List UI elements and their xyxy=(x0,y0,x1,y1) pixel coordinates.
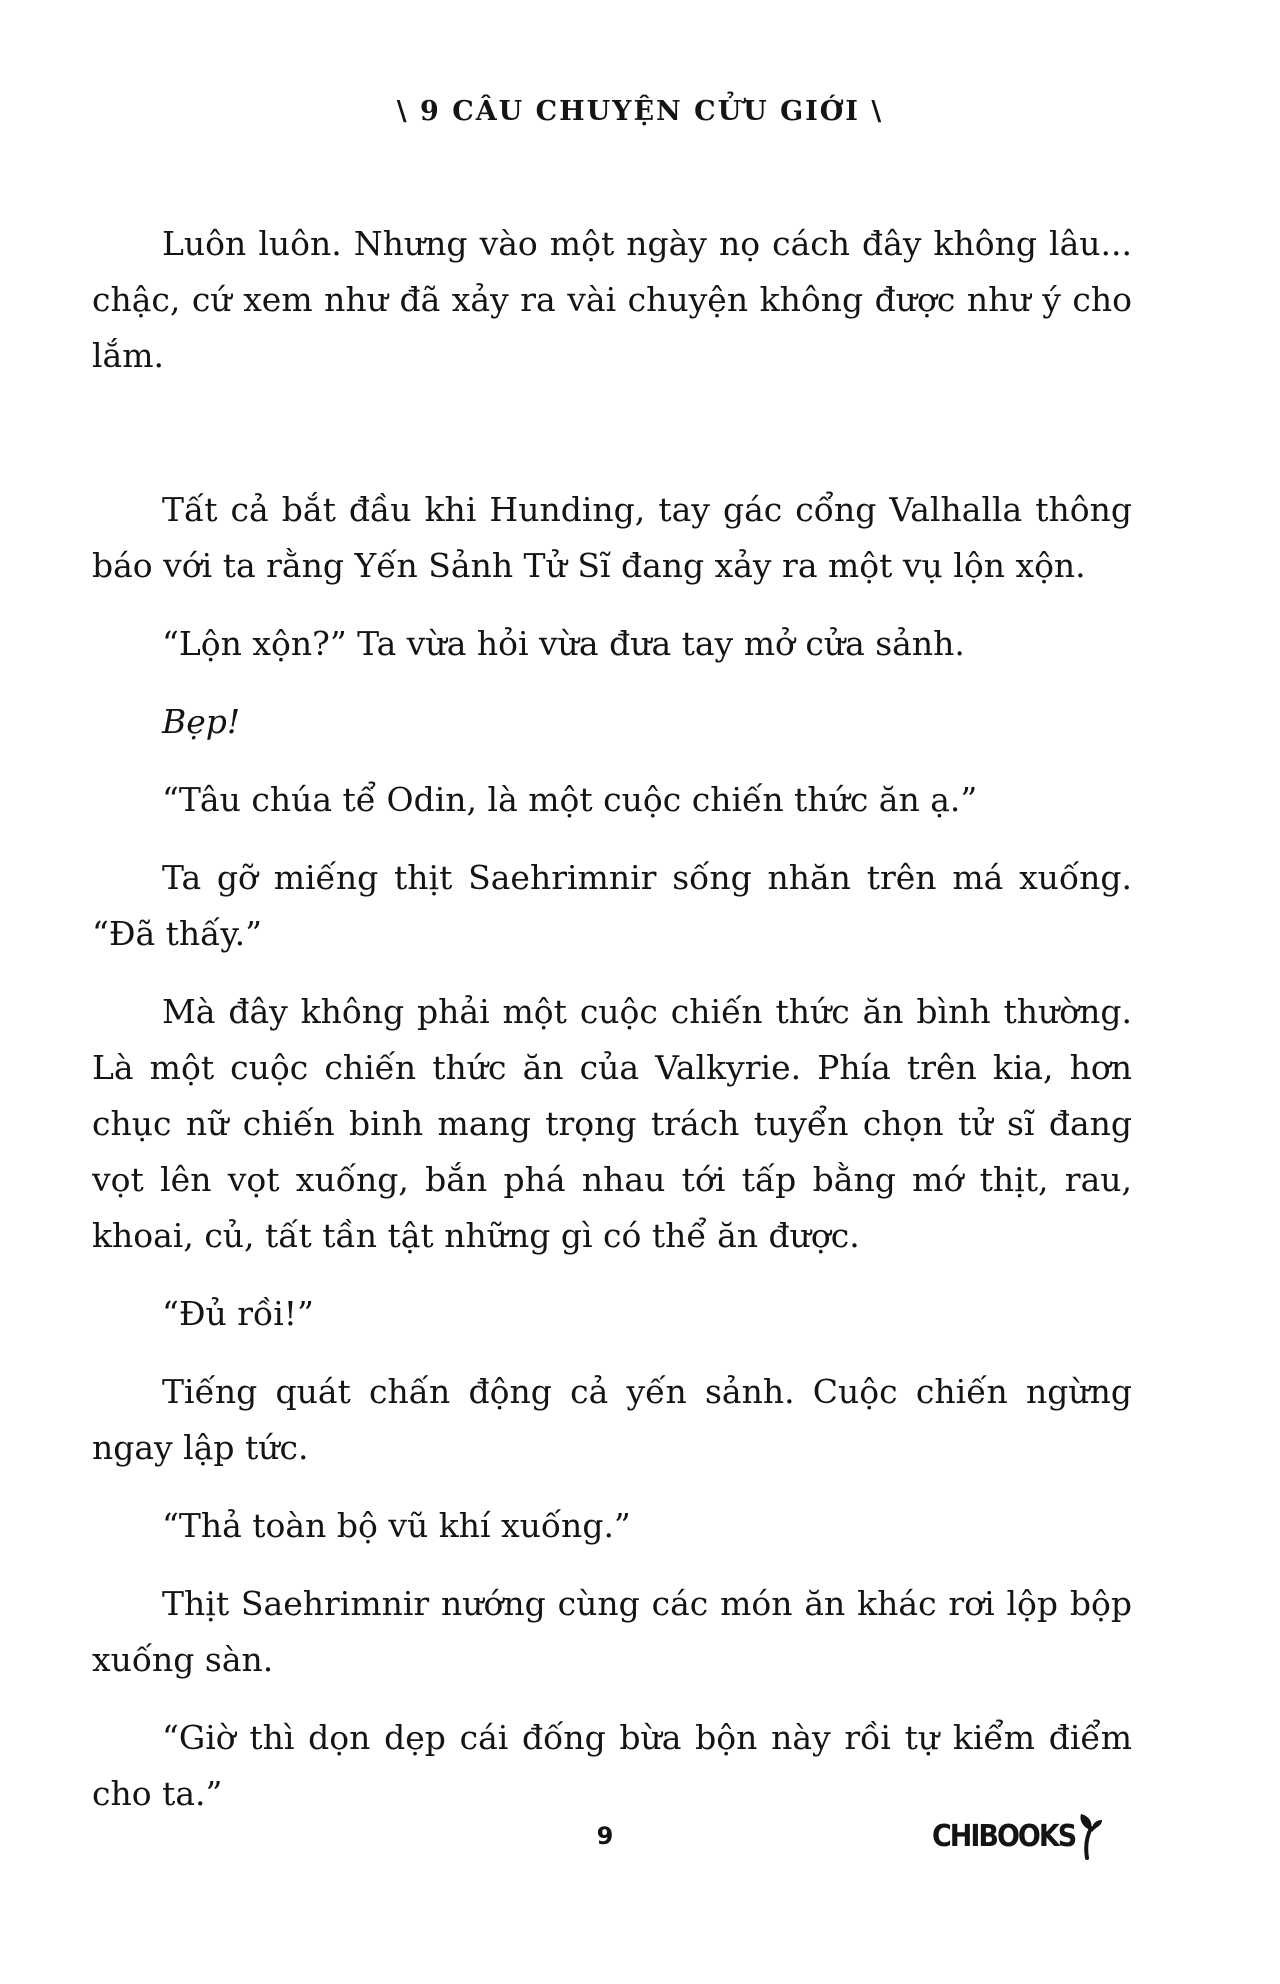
publisher-logo-text: CHIBOOKS xyxy=(932,1818,1076,1854)
paragraph: Tiếng quát chấn động cả yến sảnh. Cuộc chiến ngừng ngay lập tức. xyxy=(92,1372,1132,1467)
paragraph: Mà đây không phải một cuộc chiến thức ăn bình thường. Là một cuộc chiến thức ăn của Valkyrie. Phía trên kia, hơn chục nữ chiến binh mang trọng trách tuyển chọn tử sĩ đang vọt lên vọt xuống, bắn phá nhau tới tấp bằng mớ thịt, rau, khoai, củ, tất tần tật những gì có thể ăn được. xyxy=(92,992,1132,1255)
paragraph: Ta gỡ miếng thịt Saehrimnir sống nhăn trên má xuống. “Đã thấy.” xyxy=(92,858,1132,953)
paragraph: “Giờ thì dọn dẹp cái đống bừa bộn này rồi tự kiểm điểm cho ta.” xyxy=(92,1718,1132,1813)
paragraph-italic: Bẹp! xyxy=(162,702,241,741)
text-block-intro xyxy=(92,216,1132,384)
paragraph: “Lộn xộn?” Ta vừa hỏi vừa đưa tay mở cửa sảnh. xyxy=(162,624,965,663)
sprout-icon xyxy=(1077,1812,1103,1860)
paragraph: “Đủ rồi!” xyxy=(162,1294,314,1333)
paragraph: Luôn luôn. Nhưng vào một ngày nọ cách đây không lâu... chậc, cứ xem như đã xảy ra vài chuyện không được như ý cho lắm. xyxy=(92,224,1132,375)
publisher-logo xyxy=(932,1806,1103,1866)
text-block-main xyxy=(92,482,1132,1844)
paragraph: Tất cả bắt đầu khi Hunding, tay gác cổng Valhalla thông báo với ta rằng Yến Sảnh Tử Sĩ đang xảy ra một vụ lộn xộn. xyxy=(92,490,1132,585)
running-header: \ 9 CÂU CHUYỆN CỬU GIỚI \ xyxy=(396,96,884,127)
paragraph: Thịt Saehrimnir nướng cùng các món ăn khác rơi lộp bộp xuống sàn. xyxy=(92,1584,1132,1679)
paragraph: “Thả toàn bộ vũ khí xuống.” xyxy=(162,1506,631,1545)
page-number: 9 xyxy=(596,1822,614,1850)
paragraph: “Tâu chúa tể Odin, là một cuộc chiến thức ăn ạ.” xyxy=(162,780,978,819)
